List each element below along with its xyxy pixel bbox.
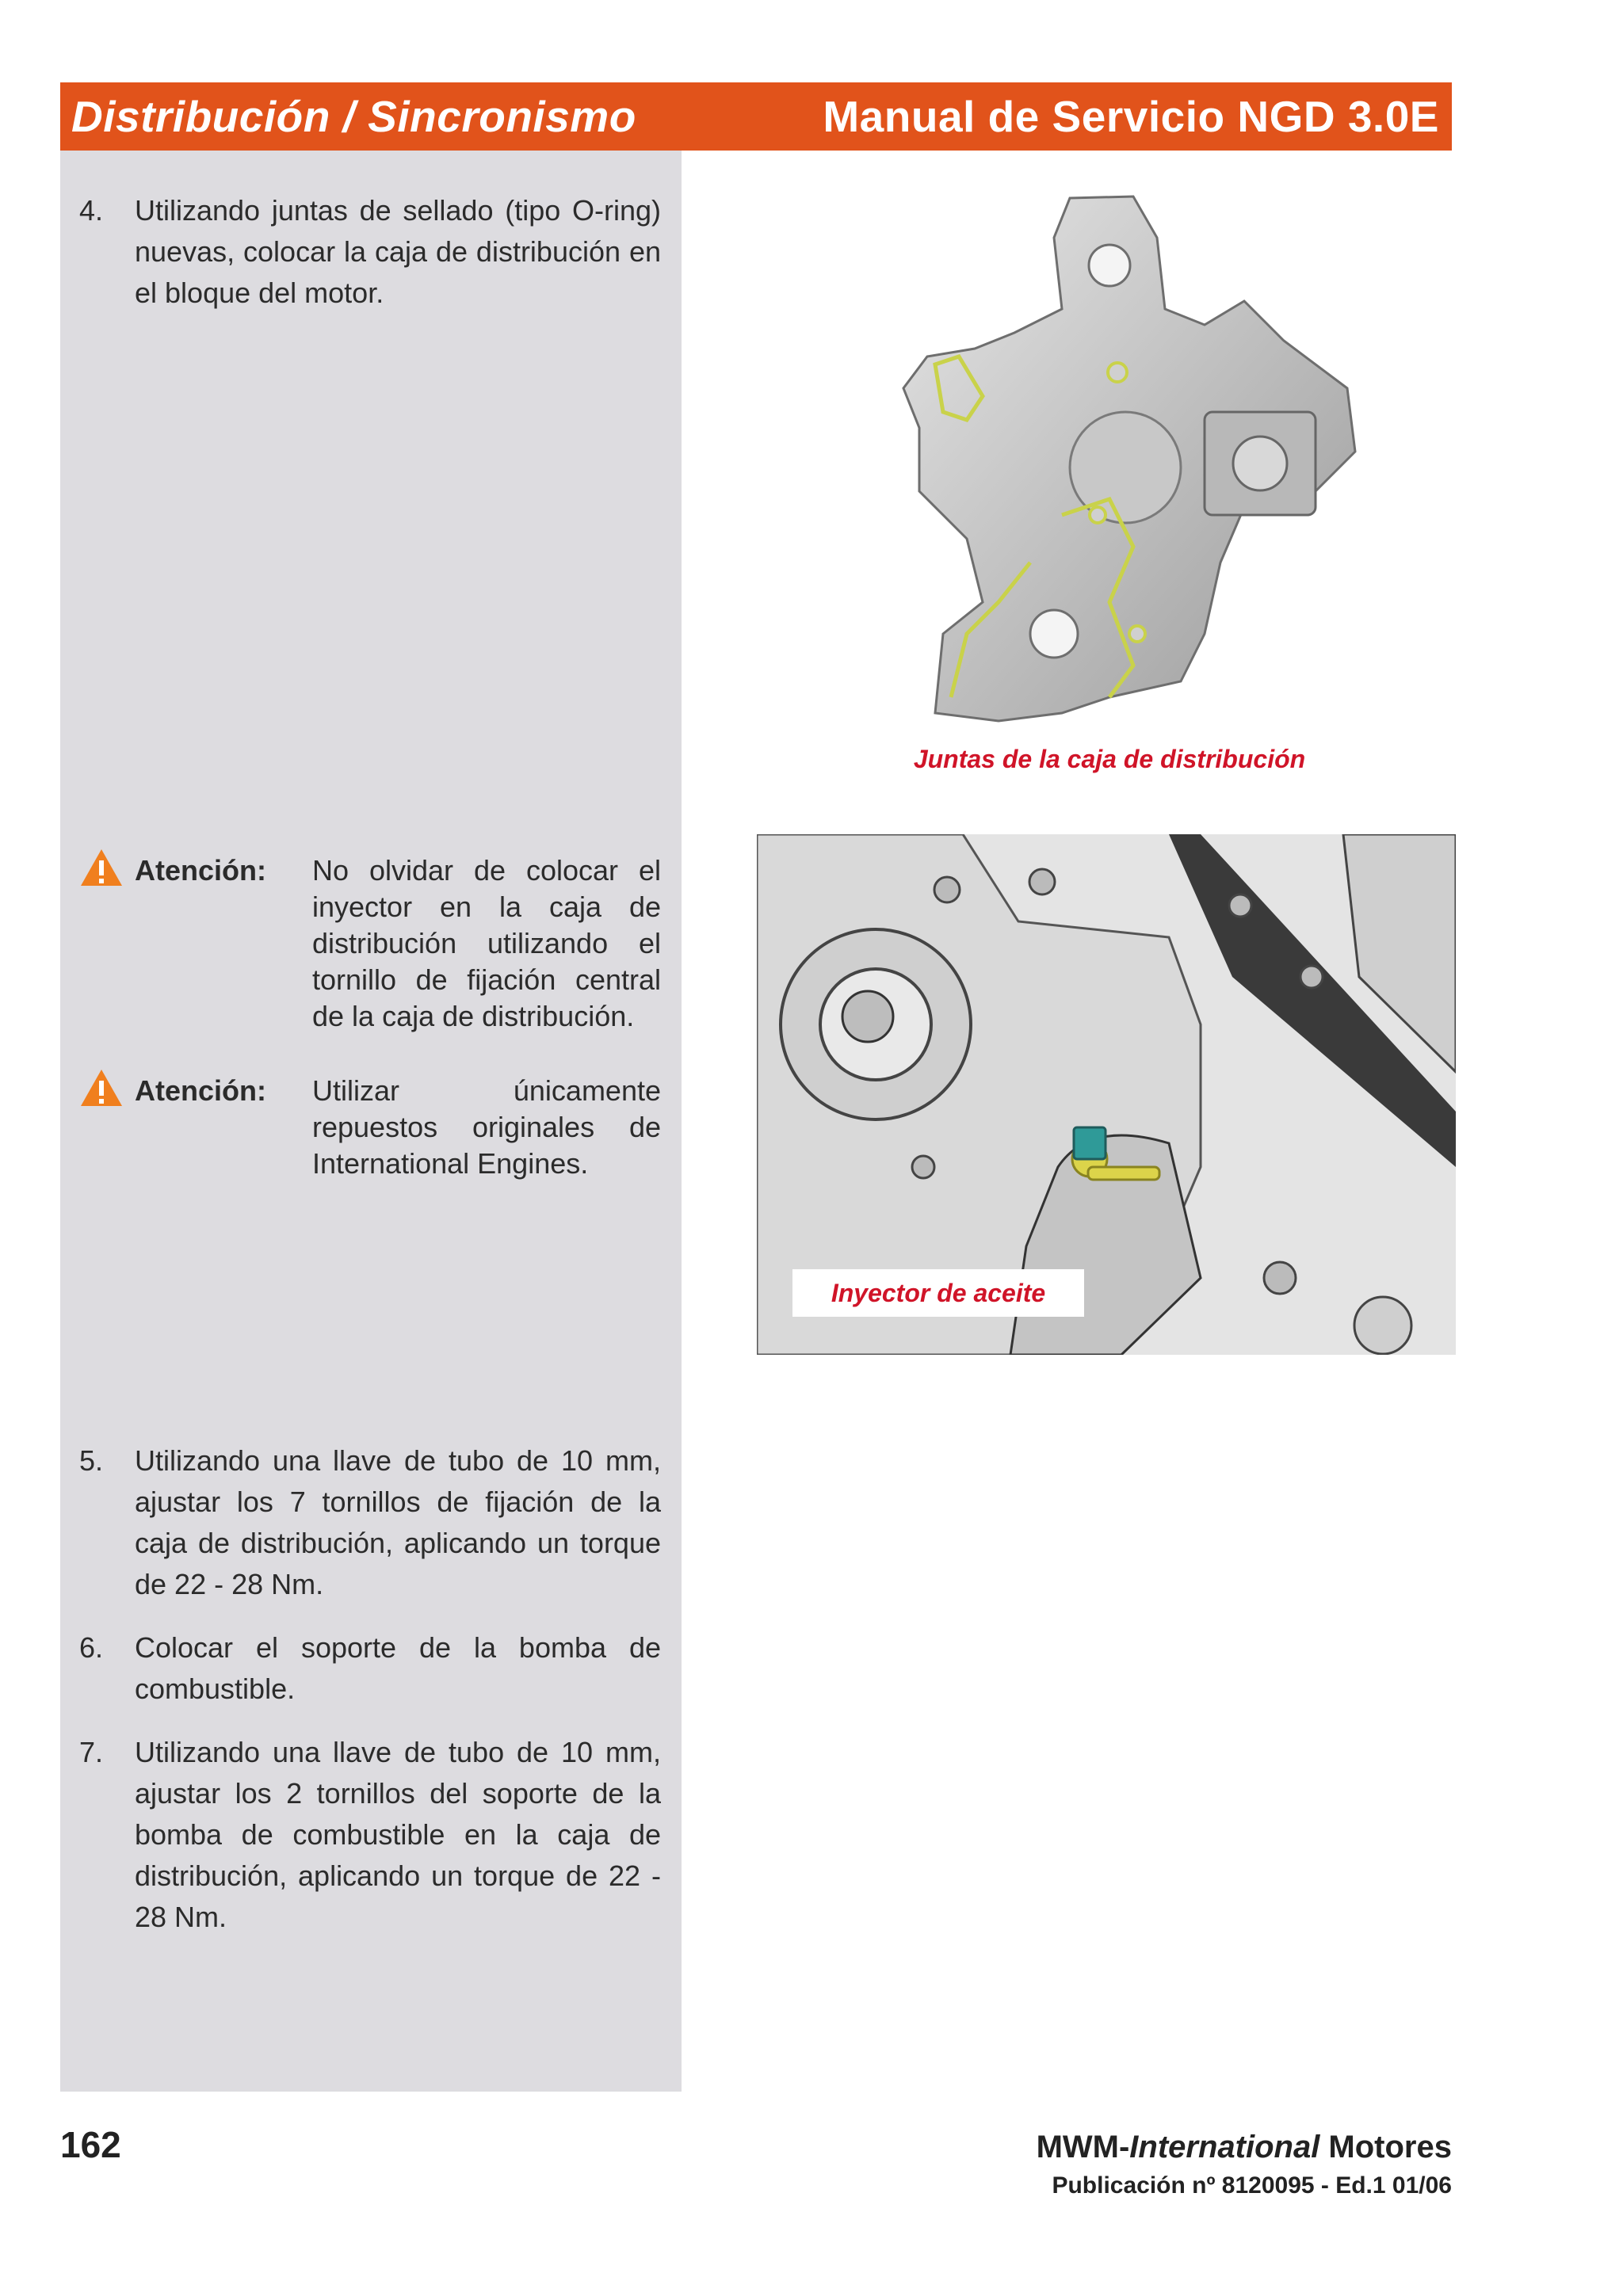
warning-icon xyxy=(79,848,124,887)
page-number: 162 xyxy=(60,2124,121,2165)
step-text: Utilizando una llave de tubo de 10 mm, ajustar los 7 tornillos de fijación de la caja de distribución, aplicando un torque de 22 - 28 Nm. xyxy=(135,1444,661,1600)
attention-1 xyxy=(79,852,661,1035)
step-number: 5. xyxy=(79,1444,104,1477)
figure-1-caption: Juntas de la caja de distribución xyxy=(913,745,1306,773)
brand-suffix: Motores xyxy=(1319,2130,1452,2164)
publication-info: Publicación nº 8120095 - Ed.1 01/06 xyxy=(1052,2172,1452,2199)
brand-italic: International xyxy=(1129,2130,1320,2164)
attention-label: Atención: xyxy=(135,1074,266,1107)
step-number: 7. xyxy=(79,1736,104,1768)
step-number: 6. xyxy=(79,1631,104,1664)
brand-name xyxy=(1037,2130,1452,2165)
step-number: 4. xyxy=(79,194,104,227)
timing-cover-figure xyxy=(872,190,1395,729)
step-4 xyxy=(79,190,661,314)
step-text: Utilizando juntas de sellado (tipo O-ring) nuevas, colocar la caja de distribución en el bloque del motor. xyxy=(135,194,661,309)
step-text: Utilizando una llave de tubo de 10 mm, ajustar los 2 tornillos del soporte de la bomba de combustible en la caja de distribución, aplicando un torque de 22 - 28 Nm. xyxy=(135,1736,661,1933)
attention-text: No olvidar de colocar el inyector en la caja de distribución utilizando el tornillo de fijación central de la caja de distribución. xyxy=(312,854,661,1032)
step-text: Colocar el soporte de la bomba de combustible. xyxy=(135,1631,661,1705)
step-5 xyxy=(79,1440,661,1605)
brand-prefix: MWM- xyxy=(1036,2130,1130,2164)
manual-title: Manual de Servicio NGD 3.0E xyxy=(823,92,1439,141)
step-7 xyxy=(79,1732,661,1938)
attention-2 xyxy=(79,1073,661,1182)
step-6 xyxy=(79,1627,661,1710)
section-title: Distribución / Sincronismo xyxy=(71,92,636,141)
warning-icon xyxy=(79,1068,124,1108)
figure-2-caption: Inyector de aceite xyxy=(792,1269,1084,1317)
attention-label: Atención: xyxy=(135,854,266,887)
attention-text: Utilizar únicamente repuestos originales de International Engines. xyxy=(312,1074,661,1180)
page-header xyxy=(60,82,1452,151)
